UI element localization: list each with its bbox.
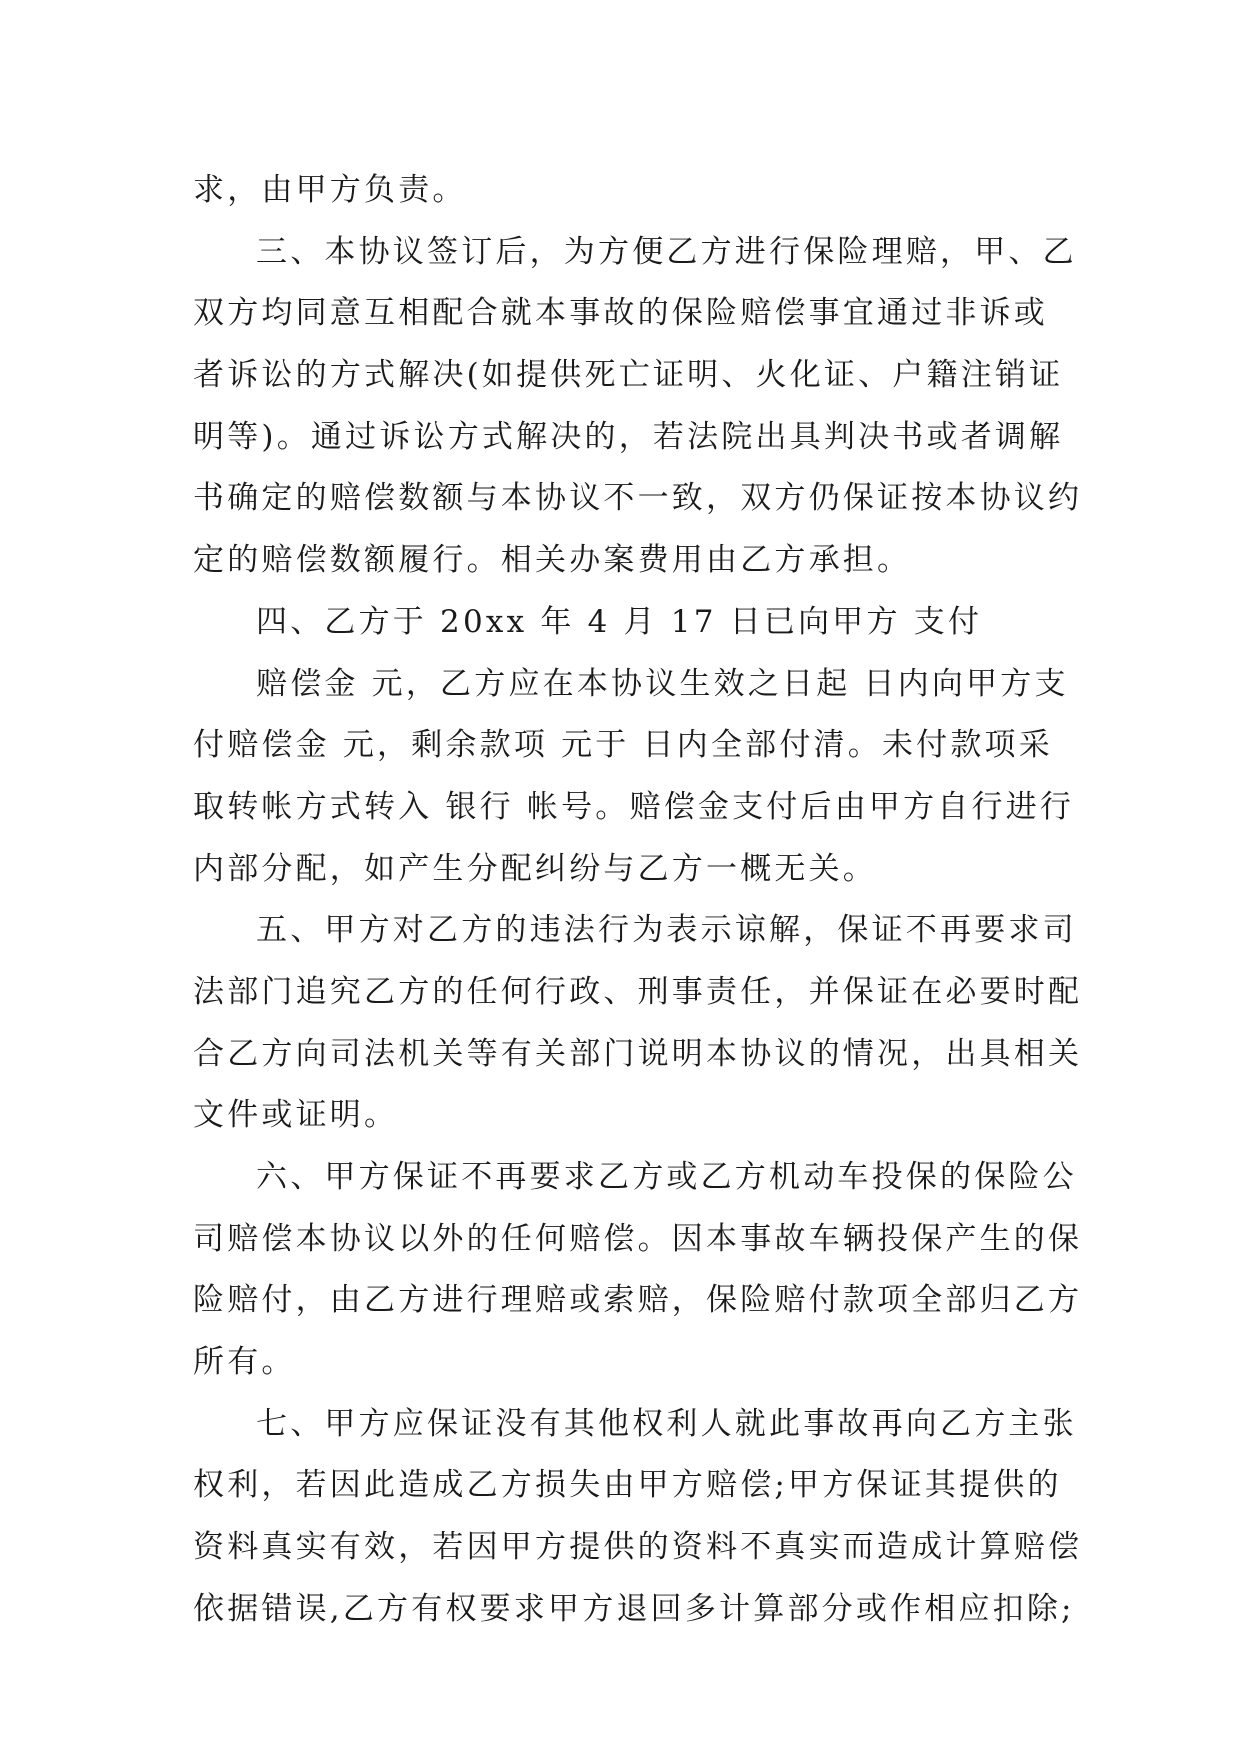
text-line: 依据错误,乙方有权要求甲方退回多计算部分或作相应扣除; (193, 1590, 1075, 1627)
text-line: 三、本协议签订后，为方便乙方进行保险理赔，甲、乙 (256, 233, 1077, 270)
text-line: 书确定的赔偿数额与本协议不一致，双方仍保证按本协议约 (193, 480, 1083, 517)
text-line: 司赔偿本协议以外的任何赔偿。因本事故车辆投保产生的保 (193, 1220, 1083, 1257)
text-line: 明等)。通过诉讼方式解决的，若法院出具判决书或者调解 (193, 418, 1064, 455)
text-line: 法部门追究乙方的任何行政、刑事责任，并保证在必要时配 (193, 973, 1083, 1010)
text-line: 六、甲方保证不再要求乙方或乙方机动车投保的保险公 (256, 1159, 1077, 1195)
text-line: 七、甲方应保证没有其他权利人就此事故再向乙方主张 (256, 1405, 1077, 1442)
text-line: 定的赔偿数额履行。相关办案费用由乙方承担。 (193, 542, 912, 579)
text-line: 赔偿金 元，乙方应在本协议生效之日起 日内向甲方支 (256, 665, 1069, 702)
text-line: 合乙方向司法机关等有关部门说明本协议的情况，出具相关 (193, 1035, 1083, 1072)
text-line: 取转帐方式转入 银行 帐号。赔偿金支付后由甲方自行进行 (193, 788, 1075, 825)
text-line: 资料真实有效，若因甲方提供的资料不真实而造成计算赔偿 (193, 1529, 1083, 1566)
text-line: 五、甲方对乙方的违法行为表示谅解，保证不再要求司 (256, 912, 1077, 949)
text-line: 者诉讼的方式解决(如提供死亡证明、火化证、户籍注销证 (193, 357, 1064, 394)
text-line: 付赔偿金 元，剩余款项 元于 日内全部付清。未付款项采 (193, 727, 1053, 764)
document-page (193, 160, 1083, 1641)
text-line: 内部分配，如产生分配纠纷与乙方一概无关。 (193, 850, 877, 887)
text-line: 四、乙方于 20xx 年 4 月 17 日已向甲方 支付 (256, 603, 983, 640)
text-line: 双方均同意互相配合就本事故的保险赔偿事宜通过非诉或 (193, 295, 1048, 332)
text-line: 权利，若因此造成乙方损失由甲方赔偿;甲方保证其提供的 (193, 1467, 1062, 1504)
text-line: 文件或证明。 (193, 1097, 399, 1134)
text-line: 险赔付，由乙方进行理赔或索赔，保险赔付款项全部归乙方 (193, 1282, 1083, 1319)
text-line: 所有。 (193, 1344, 296, 1381)
text-line: 求，由甲方负责。 (193, 172, 467, 208)
